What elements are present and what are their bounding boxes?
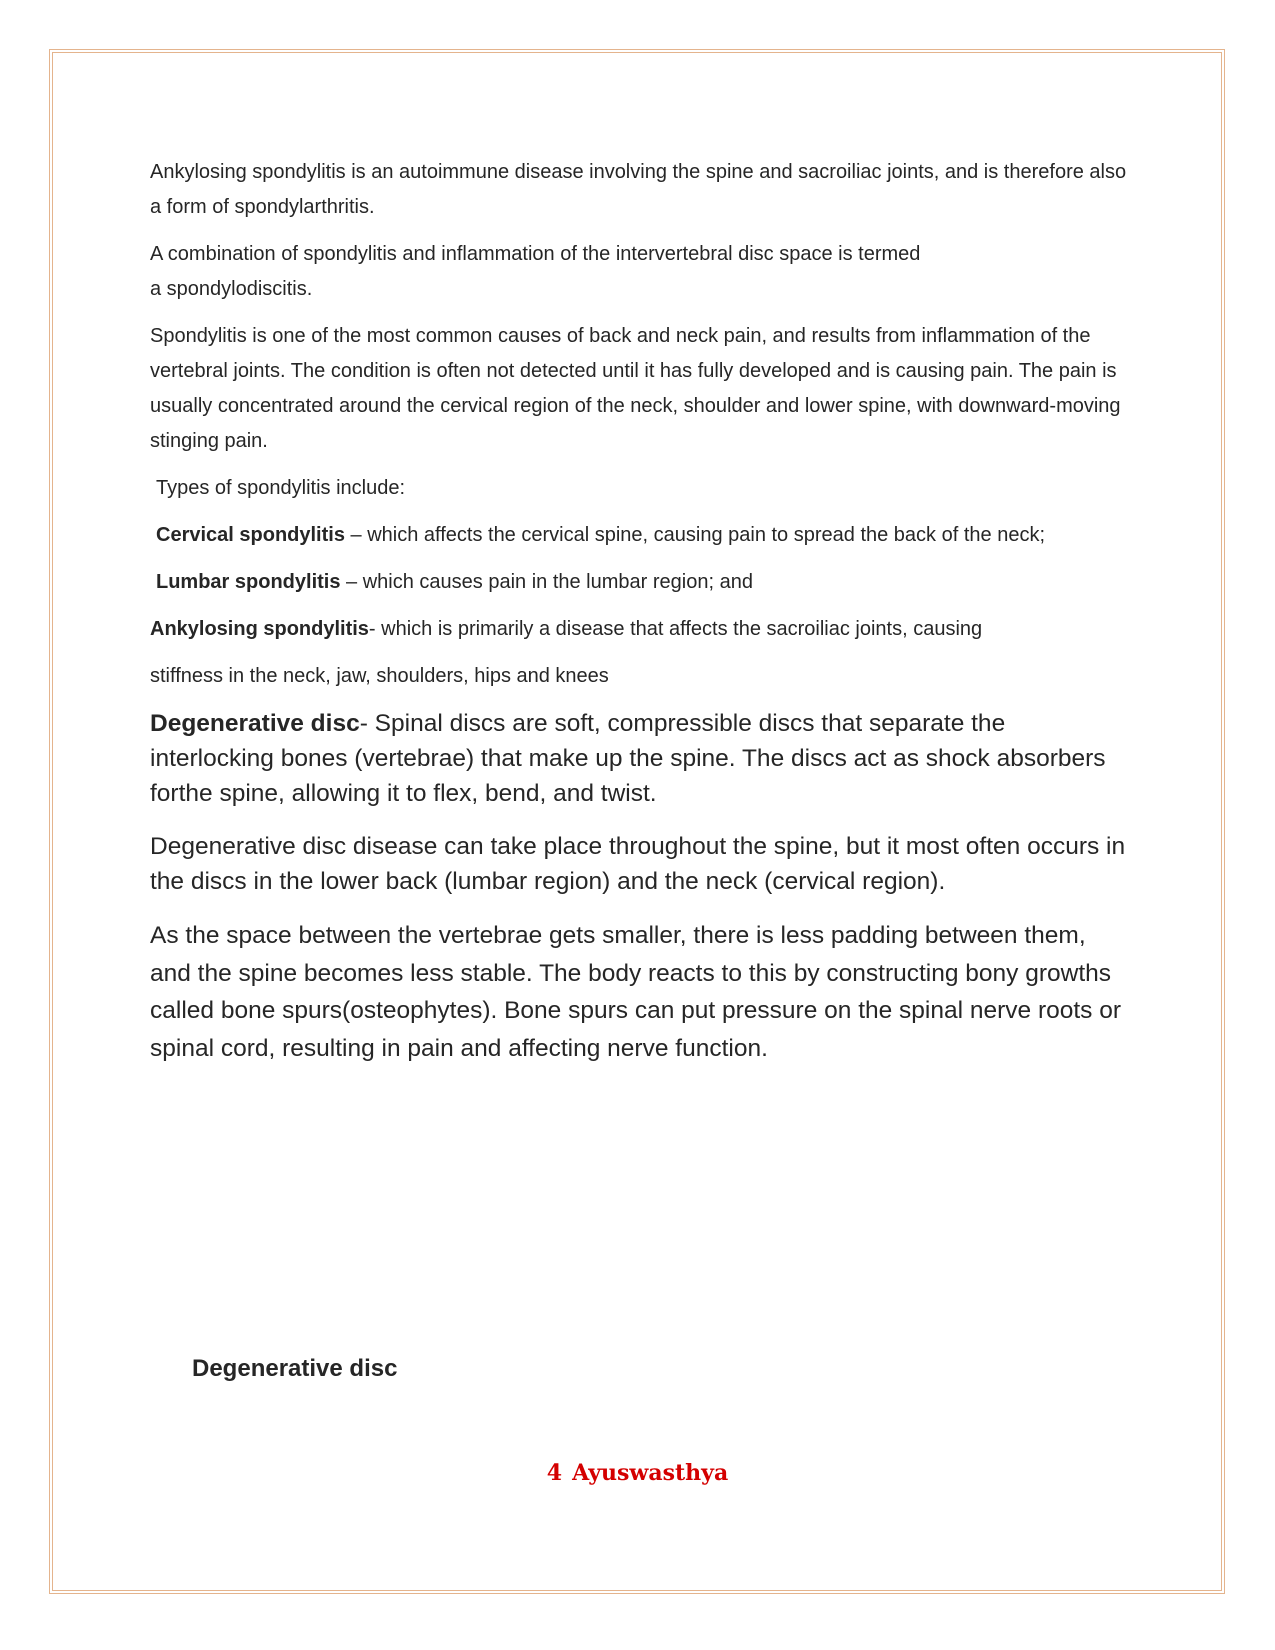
desc-cervical: – which affects the cervical spine, causing pain to spread the back of the neck;: [344, 524, 1046, 546]
desc-lumbar: – which causes pain in the lumbar region; and: [340, 571, 753, 593]
list-item-ankylosing-continued: stiffness in the neck, jaw, shoulders, hips and knees: [150, 665, 609, 687]
term-ankylosing: Ankylosing spondylitis: [150, 618, 369, 640]
paragraph-spondylitis-causes: Spondylitis is one of the most common causes of back and neck pain, and results from inflammation of the vertebral joints. The condition is often not detected until it has fully developed and is causing pain. The pain is usually concentrated around the cervical region of the neck, shoulder and lower spine, with downward-moving stinging pain.: [150, 325, 1121, 452]
desc-ankylosing: - which is primarily a disease that affects the sacroiliac joints, causing: [368, 618, 983, 640]
paragraph-spondylodiscitis: [150, 237, 1130, 307]
list-item-cervical: [150, 518, 1130, 553]
desc-degenerative-disc: - Spinal discs are soft, compressible discs that separate the interlocking bones (vertebrae) that make up the spine. The discs act as shock absorbers forthe spine, allowing it to flex, bend, and twist.: [150, 710, 1106, 807]
term-cervical: Cervical spondylitis: [156, 524, 345, 546]
document-body: [150, 155, 1130, 1067]
page-number: 4: [546, 1460, 563, 1486]
paragraph-spondylodiscitis-line1: A combination of spondylitis and inflammation of the intervertebral disc space is termed: [150, 243, 921, 265]
list-item-ankylosing: [150, 612, 1130, 647]
paragraph-degenerative-location: Degenerative disc disease can take place throughout the spine, but it most often occurs in the discs in the lower back (lumbar region) and the neck (cervical region).: [150, 833, 1126, 895]
paragraph-bone-spurs: As the space between the vertebrae gets smaller, there is less padding between them, and the spine becomes less stable. The body reacts to this by constructing bony growths called bone spurs(osteophytes). Bone spurs can put pressure on the spinal nerve roots or spinal cord, resulting in pain and affecting nerve function.: [150, 922, 1122, 1062]
paragraph-degenerative-disc: [150, 706, 1130, 811]
list-item-lumbar: [150, 565, 1130, 600]
publication-name: Ayuswasthya: [572, 1460, 729, 1486]
figure-caption: Degenerative disc: [192, 1355, 398, 1382]
types-intro: Types of spondylitis include:: [156, 477, 406, 499]
paragraph-spondylodiscitis-line2: a spondylodiscitis.: [150, 278, 313, 300]
page-footer: [0, 1460, 1275, 1486]
term-lumbar: Lumbar spondylitis: [156, 571, 341, 593]
paragraph-ankylosing-intro: Ankylosing spondylitis is an autoimmune disease involving the spine and sacroiliac joints, and is therefore also a form of spondylarthritis.: [150, 161, 1127, 218]
term-degenerative-disc: Degenerative disc: [150, 710, 360, 737]
